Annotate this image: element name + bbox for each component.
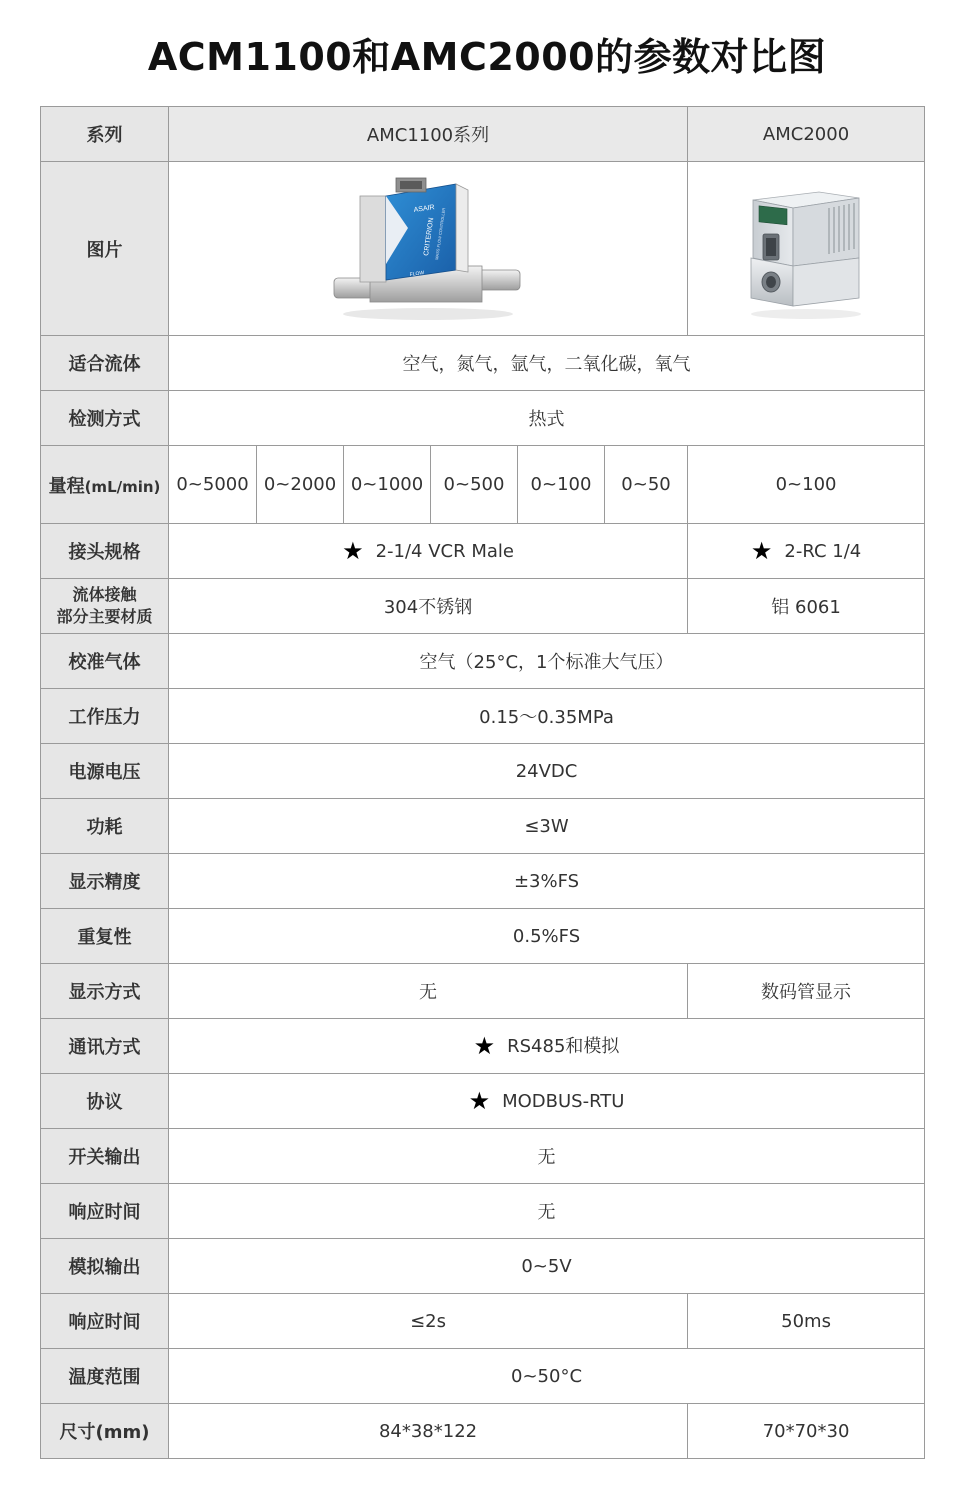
row-label-range xyxy=(41,446,169,524)
value-accuracy: ±3%FS xyxy=(169,854,925,909)
value-display-a: 无 xyxy=(169,964,688,1019)
material-label-line1: 流体接触 xyxy=(72,585,137,604)
amc1100-image-cell xyxy=(169,162,688,336)
value-switch-out: 无 xyxy=(169,1129,925,1184)
row-label-response2: 响应时间 xyxy=(41,1294,169,1349)
table-row xyxy=(41,689,925,744)
row-label-series: 系列 xyxy=(41,107,169,162)
table-row xyxy=(41,1019,925,1074)
row-label-analog-out: 模拟输出 xyxy=(41,1239,169,1294)
table-row xyxy=(41,1184,925,1239)
table-row xyxy=(41,336,925,391)
comparison-table xyxy=(40,106,925,1459)
value-repeatability: 0.5%FS xyxy=(169,909,925,964)
range-value-a2: 0~1000 xyxy=(344,446,431,524)
col-header-amc2000: AMC2000 xyxy=(688,107,925,162)
value-method: 热式 xyxy=(169,391,925,446)
device-sub-text: MASS FLOW CONTROLLER xyxy=(434,207,447,260)
value-power: ≤3W xyxy=(169,799,925,854)
row-label-power: 功耗 xyxy=(41,799,169,854)
value-pressure: 0.15～0.35MPa xyxy=(169,689,925,744)
value-fitting-b xyxy=(688,524,925,579)
table-row xyxy=(41,524,925,579)
amc1100-device-image xyxy=(328,174,528,324)
row-label-response1: 响应时间 xyxy=(41,1184,169,1239)
star-icon: ★ xyxy=(342,537,364,565)
row-label-fluid: 适合流体 xyxy=(41,336,169,391)
value-temp: 0~50°C xyxy=(169,1349,925,1404)
table-row xyxy=(41,964,925,1019)
row-label-switch-out: 开关输出 xyxy=(41,1129,169,1184)
range-value-a4: 0~100 xyxy=(518,446,605,524)
table-row xyxy=(41,107,925,162)
row-label-comm: 通讯方式 xyxy=(41,1019,169,1074)
range-unit-text: (mL/min) xyxy=(84,477,161,496)
row-label-pressure: 工作压力 xyxy=(41,689,169,744)
table-row xyxy=(41,1074,925,1129)
range-value-a0: 0~5000 xyxy=(169,446,257,524)
value-response2-b: 50ms xyxy=(688,1294,925,1349)
fitting-b-text: 2-RC 1/4 xyxy=(784,541,862,562)
value-response2-a: ≤2s xyxy=(169,1294,688,1349)
comm-text: RS485和模拟 xyxy=(507,1036,620,1057)
range-value-a3: 0~500 xyxy=(431,446,518,524)
row-label-fitting: 接头规格 xyxy=(41,524,169,579)
value-response1: 无 xyxy=(169,1184,925,1239)
material-label-line2: 部分主要材质 xyxy=(56,607,153,626)
star-icon: ★ xyxy=(473,1032,496,1060)
value-voltage: 24VDC xyxy=(169,744,925,799)
row-label-method: 检测方式 xyxy=(41,391,169,446)
value-size-b: 70*70*30 xyxy=(688,1404,925,1459)
range-label-text: 量程 xyxy=(48,475,85,497)
row-label-temp: 温度范围 xyxy=(41,1349,169,1404)
amc2000-image-cell xyxy=(688,162,925,336)
fitting-a-text: 2-1/4 VCR Male xyxy=(375,541,514,562)
value-fitting-a xyxy=(169,524,688,579)
value-display-b: 数码管显示 xyxy=(688,964,925,1019)
row-label-protocol: 协议 xyxy=(41,1074,169,1129)
table-row xyxy=(41,1129,925,1184)
table-row xyxy=(41,744,925,799)
row-label-calibration: 校准气体 xyxy=(41,634,169,689)
range-value-a5: 0~50 xyxy=(605,446,688,524)
row-label-display: 显示方式 xyxy=(41,964,169,1019)
amc2000-device-image xyxy=(741,174,871,324)
table-row xyxy=(41,634,925,689)
table-row xyxy=(41,909,925,964)
value-analog-out: 0~5V xyxy=(169,1239,925,1294)
row-label-size: 尺寸(mm) xyxy=(41,1404,169,1459)
row-label-accuracy: 显示精度 xyxy=(41,854,169,909)
table-row xyxy=(41,162,925,336)
star-icon: ★ xyxy=(468,1087,491,1115)
table-row xyxy=(41,1294,925,1349)
row-label-voltage: 电源电压 xyxy=(41,744,169,799)
value-material-b: 铝 6061 xyxy=(688,579,925,634)
table-row xyxy=(41,391,925,446)
range-value-b: 0~100 xyxy=(688,446,925,524)
table-row xyxy=(41,1239,925,1294)
device-model-text: CRITERION xyxy=(423,216,436,256)
row-label-material xyxy=(41,579,169,634)
value-protocol xyxy=(169,1074,925,1129)
table-row xyxy=(41,1404,925,1459)
col-header-amc1100: AMC1100系列 xyxy=(169,107,688,162)
row-label-repeatability: 重复性 xyxy=(41,909,169,964)
value-material-a: 304不锈钢 xyxy=(169,579,688,634)
table-row xyxy=(41,799,925,854)
page-title: ACM1100和AMC2000的参数对比图 xyxy=(147,35,827,79)
protocol-text: MODBUS-RTU xyxy=(502,1091,625,1112)
table-row xyxy=(41,1349,925,1404)
device-brand-text: ASAIR xyxy=(413,203,436,214)
value-fluid: 空气，氮气，氩气，二氧化碳，氧气 xyxy=(169,336,925,391)
star-icon: ★ xyxy=(750,537,773,565)
row-label-image: 图片 xyxy=(41,162,169,336)
range-value-a1: 0~2000 xyxy=(257,446,344,524)
device-flow-text: FLOW xyxy=(409,269,425,278)
table-row xyxy=(41,854,925,909)
value-calibration: 空气（25°C，1个标准大气压） xyxy=(169,634,925,689)
value-comm xyxy=(169,1019,925,1074)
value-size-a: 84*38*122 xyxy=(169,1404,688,1459)
table-row xyxy=(41,579,925,634)
table-row xyxy=(41,446,925,524)
